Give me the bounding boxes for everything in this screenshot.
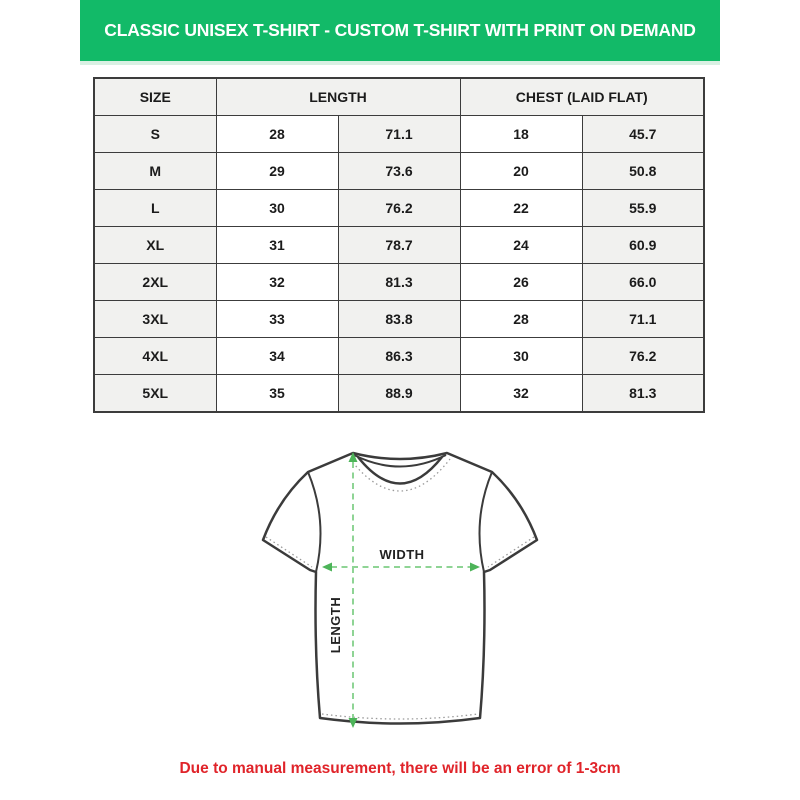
table-row bbox=[94, 153, 704, 190]
table-header-row bbox=[94, 78, 704, 116]
chest-cm-cell: 50.8 bbox=[582, 153, 704, 190]
size-cell: XL bbox=[94, 227, 216, 264]
header-size: SIZE bbox=[94, 78, 216, 116]
table-row bbox=[94, 301, 704, 338]
size-cell: 3XL bbox=[94, 301, 216, 338]
table-row bbox=[94, 375, 704, 413]
length-in-cell: 32 bbox=[216, 264, 338, 301]
table-row bbox=[94, 116, 704, 153]
table-row bbox=[94, 264, 704, 301]
length-cm-cell: 88.9 bbox=[338, 375, 460, 413]
length-label: LENGTH bbox=[328, 596, 343, 654]
chest-cm-cell: 45.7 bbox=[582, 116, 704, 153]
chest-cm-cell: 60.9 bbox=[582, 227, 704, 264]
chest-in-cell: 30 bbox=[460, 338, 582, 375]
chest-cm-cell: 81.3 bbox=[582, 375, 704, 413]
chest-in-cell: 28 bbox=[460, 301, 582, 338]
length-cm-cell: 78.7 bbox=[338, 227, 460, 264]
chest-in-cell: 18 bbox=[460, 116, 582, 153]
chest-cm-cell: 55.9 bbox=[582, 190, 704, 227]
chest-cm-cell: 76.2 bbox=[582, 338, 704, 375]
size-chart-table bbox=[93, 77, 705, 413]
table-row bbox=[94, 338, 704, 375]
chest-in-cell: 22 bbox=[460, 190, 582, 227]
size-cell: L bbox=[94, 190, 216, 227]
chest-cm-cell: 66.0 bbox=[582, 264, 704, 301]
page-title: CLASSIC UNISEX T-SHIRT - CUSTOM T-SHIRT WITH PRINT ON DEMAND bbox=[104, 20, 696, 40]
chest-in-cell: 20 bbox=[460, 153, 582, 190]
title-banner bbox=[80, 0, 720, 65]
size-cell: S bbox=[94, 116, 216, 153]
size-cell: 5XL bbox=[94, 375, 216, 413]
length-in-cell: 31 bbox=[216, 227, 338, 264]
measurement-error-note: Due to manual measurement, there will be an error of 1-3cm bbox=[179, 760, 621, 777]
size-cell: 2XL bbox=[94, 264, 216, 301]
table-row bbox=[94, 227, 704, 264]
length-cm-cell: 71.1 bbox=[338, 116, 460, 153]
length-in-cell: 33 bbox=[216, 301, 338, 338]
length-cm-cell: 73.6 bbox=[338, 153, 460, 190]
tshirt-measurement-diagram bbox=[250, 448, 550, 743]
length-in-cell: 35 bbox=[216, 375, 338, 413]
tshirt-outline bbox=[263, 453, 537, 724]
length-cm-cell: 76.2 bbox=[338, 190, 460, 227]
chest-in-cell: 26 bbox=[460, 264, 582, 301]
chest-in-cell: 24 bbox=[460, 227, 582, 264]
header-length: LENGTH bbox=[216, 78, 460, 116]
length-in-cell: 34 bbox=[216, 338, 338, 375]
table-row bbox=[94, 190, 704, 227]
size-cell: M bbox=[94, 153, 216, 190]
length-in-cell: 30 bbox=[216, 190, 338, 227]
size-cell: 4XL bbox=[94, 338, 216, 375]
width-label: WIDTH bbox=[379, 547, 425, 562]
length-in-cell: 28 bbox=[216, 116, 338, 153]
length-in-cell: 29 bbox=[216, 153, 338, 190]
length-cm-cell: 86.3 bbox=[338, 338, 460, 375]
header-chest: CHEST (LAID FLAT) bbox=[460, 78, 704, 116]
chest-in-cell: 32 bbox=[460, 375, 582, 413]
chest-cm-cell: 71.1 bbox=[582, 301, 704, 338]
length-cm-cell: 81.3 bbox=[338, 264, 460, 301]
length-cm-cell: 83.8 bbox=[338, 301, 460, 338]
